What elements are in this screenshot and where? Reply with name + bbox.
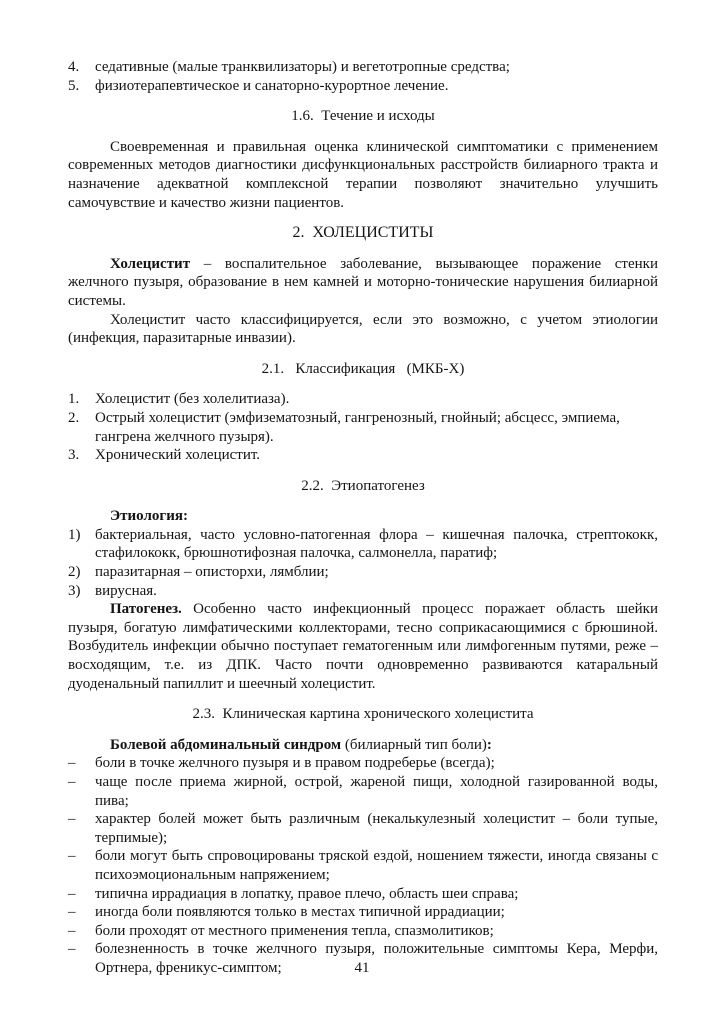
definition-text: – воспалительное заболевание, вызывающее поражение стенки желчного пузыря, образование в нем камней и моторно-тонические нарушения билиарной системы. bbox=[68, 255, 658, 309]
term-cholecystitis-bold: Холецистит bbox=[110, 255, 191, 272]
list-text: боли проходят от местного применения тепла, спазмолитиков; bbox=[95, 922, 494, 939]
dash-marker: – bbox=[68, 848, 76, 865]
page-number: 41 bbox=[354, 960, 370, 977]
list-marker: 2. bbox=[68, 409, 80, 426]
list-item bbox=[68, 526, 658, 563]
dash-marker: – bbox=[68, 755, 76, 772]
list-item bbox=[68, 446, 658, 465]
dash-marker: – bbox=[68, 904, 76, 921]
heading-etiopathogenesis: 2.2. Этиопатогенез bbox=[301, 477, 425, 494]
list-marker: 2) bbox=[68, 564, 81, 581]
list-item bbox=[68, 885, 658, 904]
list-item bbox=[68, 58, 658, 77]
list-text: болезненность в точке желчного пузыря, положительные симптомы Кера, Мерфи, Ортнера, френикус-симптом; bbox=[95, 941, 658, 976]
list-text: седативные (малые транквилизаторы) и вегетотропные средства; bbox=[95, 59, 510, 75]
etiology-label bbox=[68, 507, 658, 526]
list-marker: 1. bbox=[68, 391, 80, 408]
list-text: боли могут быть спровоцированы тряской ездой, ношением тяжести, иногда связаны с психоэмоциональным напряжением; bbox=[95, 848, 658, 883]
list-text: характер болей может быть различным (некалькулезный холецистит – боли тупые, терпимые); bbox=[95, 811, 658, 846]
list-item bbox=[68, 77, 658, 96]
pathogenesis-lead-bold: Патогенез. bbox=[110, 601, 182, 618]
mkb-classification-list bbox=[68, 390, 658, 464]
paragraph-definition bbox=[68, 255, 658, 311]
list-text: типична иррадиация в лопатку, правое плечо, область шеи справа; bbox=[95, 885, 519, 902]
paragraph-pathogenesis bbox=[68, 600, 658, 693]
list-text: Холецистит (без холелитиаза). bbox=[95, 391, 290, 408]
list-item bbox=[68, 563, 658, 582]
list-item bbox=[68, 390, 658, 409]
dash-marker: – bbox=[68, 941, 76, 958]
pain-syndrome-bold: Болевой абдоминальный синдром bbox=[110, 736, 342, 753]
list-text: бактериальная, часто условно-патогенная флора – кишечная палочка, стрептококк, стафилококк, брюшнотифозная палочка, салмонелла, паратиф; bbox=[95, 526, 658, 562]
list-text: паразитарная – описторхи, лямблии; bbox=[95, 564, 329, 581]
list-marker: 4. bbox=[68, 59, 80, 75]
dash-marker: – bbox=[68, 922, 76, 939]
etiology-label-bold: Этиология: bbox=[110, 508, 188, 525]
list-marker: 3. bbox=[68, 447, 80, 464]
list-text: вирусная. bbox=[95, 582, 157, 599]
list-item bbox=[68, 773, 658, 810]
list-item bbox=[68, 582, 658, 601]
list-text: физиотерапевтическое и санаторно-курортное лечение. bbox=[95, 77, 449, 94]
heading-cholecystitis-chapter: 2. ХОЛЕЦИСТИТЫ bbox=[292, 224, 434, 242]
list-marker: 5. bbox=[68, 77, 80, 94]
list-item bbox=[68, 754, 658, 773]
pathogenesis-text: Особенно часто инфекционный процесс поражает область шейки пузыря, богатую лимфатическими коллекторами, тесно соприкасающимися с брюшиной. Возбудитель инфекции обычно поступает гематогенным или лимфогенным путями, реже – восходящим, т.е. из ДПК. Часто почти одновременно развиваются катаральный дуоденальный папиллит и шеечный холецистит. bbox=[68, 601, 658, 692]
pain-syndrome-intro bbox=[68, 736, 658, 755]
pain-syndrome-type: (билиарный тип боли) bbox=[341, 736, 487, 753]
etiology-list bbox=[68, 526, 658, 600]
list-item bbox=[68, 810, 658, 847]
list-text: Хронический холецистит. bbox=[95, 447, 261, 464]
list-text: боли в точке желчного пузыря и в правом подреберье (всегда); bbox=[95, 755, 495, 772]
paragraph-outcome: Своевременная и правильная оценка клинической симптоматики с применением современных методов диагностики дисфункциональных расстройств билиарного тракта и назначение адекватной комплексной терапии позволяют значительно улучшить самочувствие и качество жизни пациентов. bbox=[68, 138, 658, 211]
pain-symptoms-list bbox=[68, 754, 658, 977]
heading-classification-mkb: 2.1. Классификация (МКБ-Х) bbox=[261, 360, 465, 377]
list-item bbox=[68, 409, 658, 446]
list-item bbox=[68, 922, 658, 941]
dash-marker: – bbox=[68, 774, 76, 790]
list-text: Острый холецистит (эмфизематозный, гангренозный, гнойный; абсцесс, эмпиема, гангрена желчного пузыря). bbox=[95, 409, 620, 445]
list-item bbox=[68, 903, 658, 922]
pain-syndrome-colon: : bbox=[486, 736, 492, 753]
list-text: чаще после приема жирной, острой, жареной пищи, холодной газированной воды, пива; bbox=[95, 774, 658, 809]
list-marker: 1) bbox=[68, 526, 81, 543]
list-marker: 3) bbox=[68, 582, 81, 599]
dash-marker: – bbox=[68, 885, 76, 902]
treatment-list bbox=[68, 58, 658, 95]
list-item bbox=[68, 847, 658, 884]
paragraph-classification-note: Холецистит часто классифицируется, если это возможно, с учетом этиологии (инфекция, паразитарные инвазии). bbox=[68, 311, 658, 347]
dash-marker: – bbox=[68, 811, 76, 828]
list-text: иногда боли появляются только в местах типичной иррадиации; bbox=[95, 904, 505, 921]
heading-course-and-outcomes: 1.6. Течение и исходы bbox=[291, 108, 435, 125]
heading-clinical-picture: 2.3. Клиническая картина хронического холецистита bbox=[192, 706, 534, 723]
